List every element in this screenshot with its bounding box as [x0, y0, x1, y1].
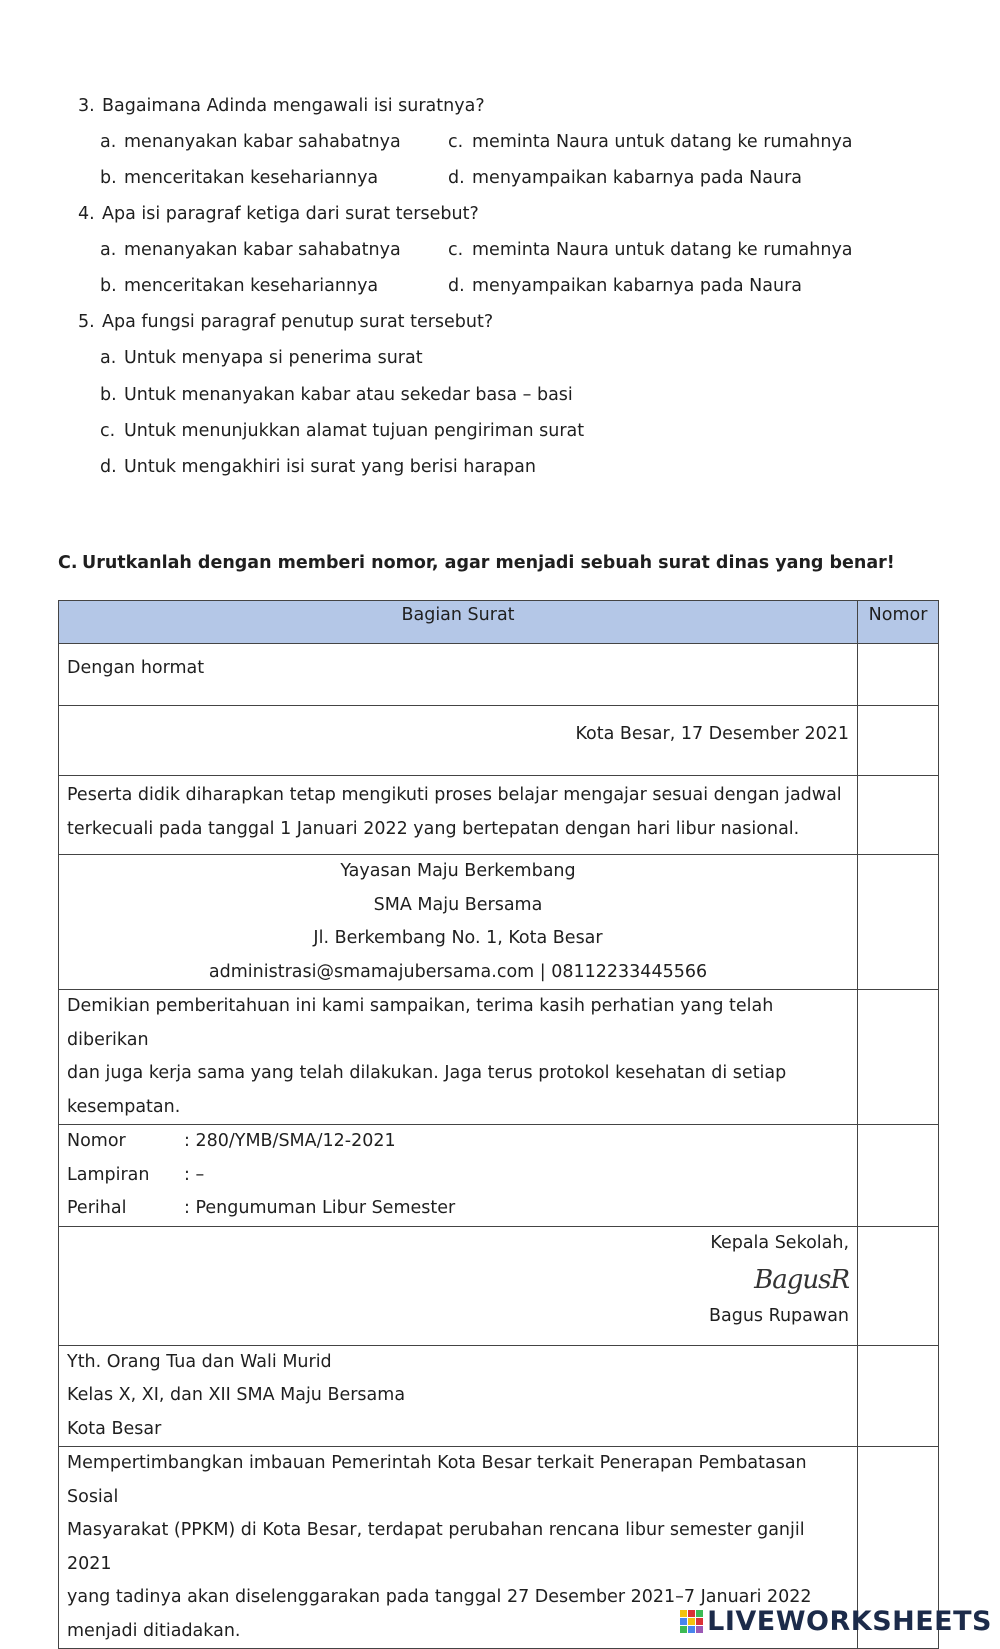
number-input-cell[interactable]: [858, 1226, 939, 1345]
part-opening: Mempertimbangkan imbauan Pemerintah Kota Besar terkait Penerapan Pembatasan Sosial Masyarakat (PPKM) di Kota Besar, terdapat perubahan rencana libur semester ganjil 2021 yang tadinya akan diselenggarakan pada tanggal 27 Desember 2021–7 Januari 2022 menjadi ditiadakan.: [67, 1453, 812, 1641]
liveworksheets-logo: [680, 1606, 992, 1637]
part-meta: Nomor : 280/YMB/SMA/12-2021 Lampiran : – Perihal : Pengumuman Libur Semester: [67, 1131, 456, 1218]
number-input-cell[interactable]: [858, 776, 939, 855]
signature-mark: BagusR: [754, 1265, 850, 1295]
part-salutation: Dengan hormat: [67, 658, 205, 678]
option-4b: b. menceritakan kesehariannya: [100, 276, 379, 296]
option-5d: d. Untuk mengakhiri isi surat yang berisi harapan: [100, 457, 536, 477]
option-5b: b. Untuk menanyakan kabar atau sekedar basa – basi: [100, 385, 573, 405]
option-3c: c. meminta Naura untuk datang ke rumahnya: [448, 132, 853, 152]
number-input-cell[interactable]: [858, 644, 939, 706]
table-row: [59, 990, 939, 1125]
table-row: [59, 855, 939, 990]
question-3: 3. Bagaimana Adinda mengawali isi suratnya?: [78, 96, 485, 116]
letter-parts-table: [58, 600, 939, 1649]
table-row: [59, 776, 939, 855]
table-row: [59, 706, 939, 776]
table-row: [59, 1125, 939, 1227]
table-row: [59, 644, 939, 706]
brand-name: LIVEWORKSHEETS: [707, 1606, 992, 1637]
header-nomor: Nomor: [858, 601, 939, 644]
part-signature: Kepala Sekolah, BagusR Bagus Rupawan: [59, 1227, 857, 1334]
part-body: Peserta didik diharapkan tetap mengikuti proses belajar mengajar sesuai dengan jadwal terkecuali pada tanggal 1 Januari 2022 yang bertepatan dengan hari libur nasional.: [67, 785, 842, 839]
number-input-cell[interactable]: [858, 706, 939, 776]
option-5a: a. Untuk menyapa si penerima surat: [100, 348, 423, 368]
part-letterhead: Yayasan Maju Berkembang SMA Maju Bersama Jl. Berkembang No. 1, Kota Besar administrasi@smamajubersama.com | 08112233445566: [208, 861, 708, 982]
option-3b: b. menceritakan kesehariannya: [100, 168, 379, 188]
option-4c: c. meminta Naura untuk datang ke rumahnya: [448, 240, 853, 260]
option-4a: a. menanyakan kabar sahabatnya: [100, 240, 401, 260]
number-input-cell[interactable]: [858, 1125, 939, 1227]
brand-grid-icon: [680, 1610, 703, 1633]
question-5: 5. Apa fungsi paragraf penutup surat tersebut?: [78, 312, 494, 332]
number-input-cell[interactable]: [858, 1345, 939, 1447]
table-row: [59, 1226, 939, 1345]
part-recipient: Yth. Orang Tua dan Wali Murid Kelas X, XI, dan XII SMA Maju Bersama Kota Besar: [67, 1351, 406, 1439]
part-date: Kota Besar, 17 Desember 2021: [575, 724, 850, 744]
section-c-heading: C. Urutkanlah dengan memberi nomor, agar menjadi sebuah surat dinas yang benar!: [58, 553, 895, 573]
option-4d: d. menyampaikan kabarnya pada Naura: [448, 276, 802, 296]
question-4: 4. Apa isi paragraf ketiga dari surat tersebut?: [78, 204, 479, 224]
option-5c: c. Untuk menunjukkan alamat tujuan pengiriman surat: [100, 421, 585, 441]
number-input-cell[interactable]: [858, 855, 939, 990]
part-closing: Demikian pemberitahuan ini kami sampaikan, terima kasih perhatian yang telah diberikan dan juga kerja sama yang telah dilakukan. Jaga terus protokol kesehatan di setiap kesempatan.: [67, 996, 787, 1117]
option-3a: a. menanyakan kabar sahabatnya: [100, 132, 401, 152]
option-3d: d. menyampaikan kabarnya pada Naura: [448, 168, 802, 188]
table-header-row: [59, 601, 939, 644]
number-input-cell[interactable]: [858, 990, 939, 1125]
header-bagian-surat: Bagian Surat: [59, 601, 858, 644]
table-row: [59, 1345, 939, 1447]
